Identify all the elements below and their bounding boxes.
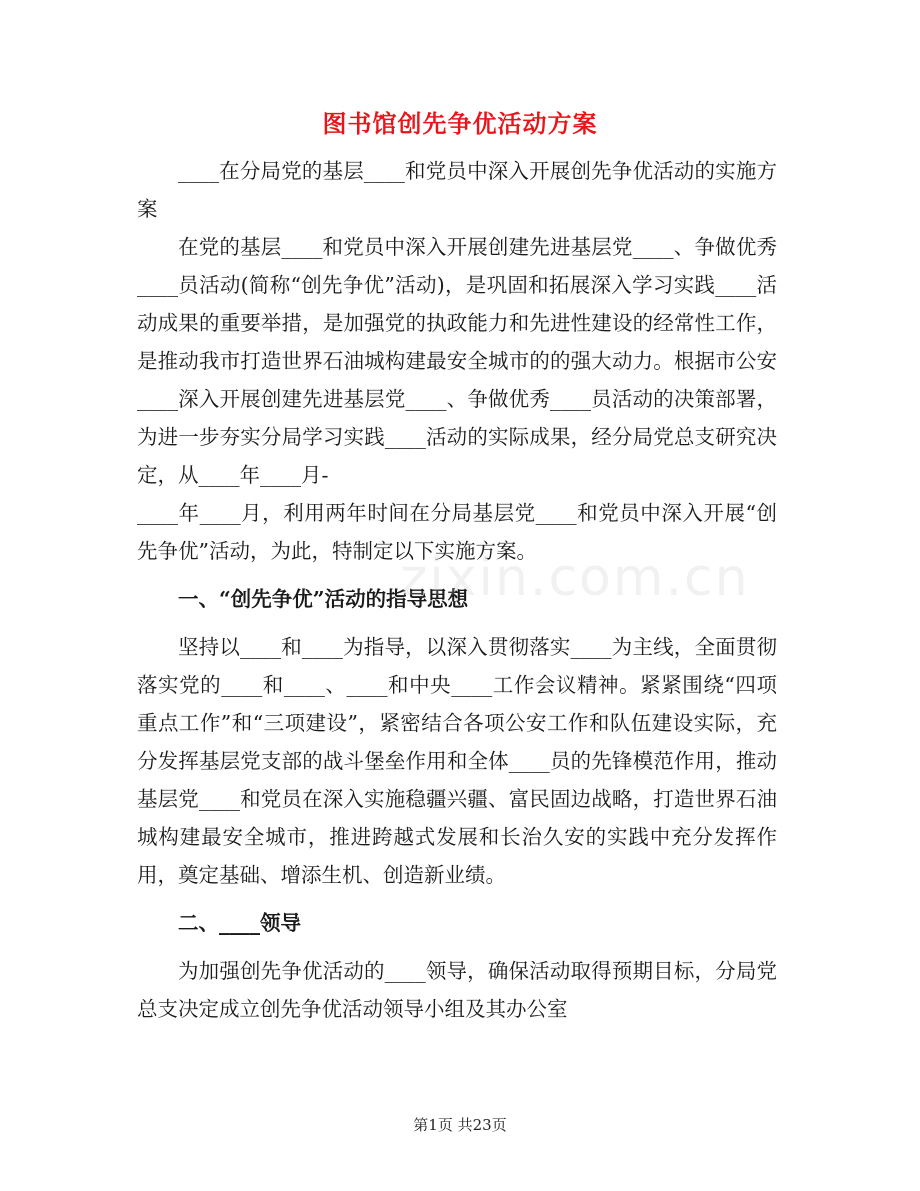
section-2-body: 为加强创先争优活动的____领导，确保活动取得预期目标，分局党总支决定成立创先争优活动领导小组及其办公室 bbox=[137, 959, 777, 1021]
intro-paragraph: ____在分局党的基层____和党员中深入开展创先争优活动的实施方案 bbox=[137, 159, 777, 221]
body-paragraph: 在党的基层____和党员中深入开展创建先进基层党____、争做优秀____员活动(简称“创先争优”活动)，是巩固和拓展深入学习实践____活动成果的重要举措，是加强党的执政能力和先进性建设的经常性工作，是推动我市打造世界石油城构建最安全城市的的强大动力。根据市公安____深入开展创建先进基层党____、争做优秀____员活动的决策部署，为进一步夯实分局学习实践____活动的实际成果，经分局党总支研究决定，从____年____月- bbox=[137, 235, 777, 487]
section-1-heading: 一、“创先争优”活动的指导思想 bbox=[178, 587, 469, 611]
section-2-heading: 二、____领导 bbox=[178, 911, 301, 935]
page-footer: 第1页 共23页 bbox=[413, 1116, 507, 1134]
body-paragraph-continued: ____年____月，利用两年时间在分局基层党____和党员中深入开展“创先争优”活动，为此，特制定以下实施方案。 bbox=[137, 501, 777, 563]
section-1-body: 坚持以____和____为指导，以深入贯彻落实____为主线，全面贯彻落实党的____和____、____和中央____工作会议精神。紧紧围绕“四项重点工作”和“三项建设”，紧密结合各项公安工作和队伍建设实际，充分发挥基层党支部的战斗堡垒作用和全体____员的先锋模范作用，推动基层党____和党员在深入实施稳疆兴疆、富民固边战略，打造世界石油城构建最安全城市，推进跨越式发展和长治久安的实践中充分发挥作用，奠定基础、增添生机、创造新业绩。 bbox=[137, 635, 777, 887]
document-title: 图书馆创先争优活动方案 bbox=[322, 109, 598, 138]
document-body bbox=[137, 152, 777, 1028]
watermark: zixin.com.cn bbox=[400, 548, 750, 608]
